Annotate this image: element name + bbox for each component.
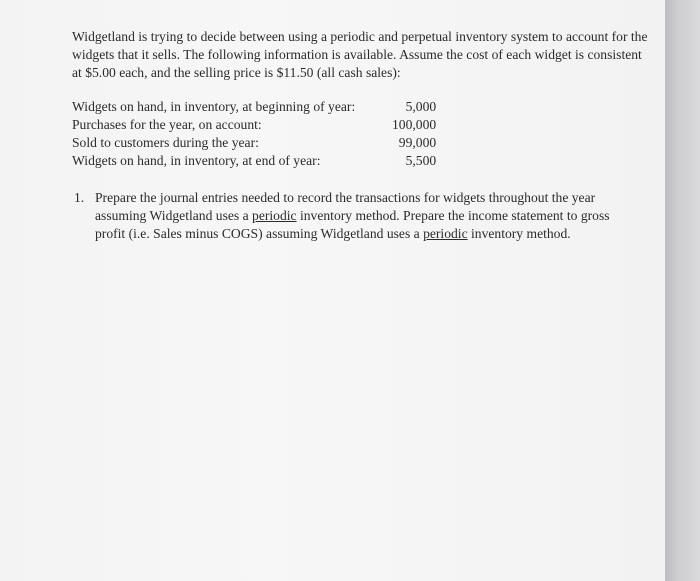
question-text-part: inventory method. Prepare the income statement to gross profit (i.e. Sales minus COGS) assuming Widgetland uses a (95, 208, 610, 241)
data-row-label: Widgets on hand, in inventory, at end of year: (72, 153, 321, 168)
data-row-value: 5,500 (405, 153, 437, 168)
underlined-term: periodic (423, 226, 468, 241)
data-row-label: Purchases for the year, on account: (72, 117, 262, 132)
data-row (72, 134, 436, 152)
question-item (74, 189, 614, 243)
data-row (72, 116, 436, 134)
question-number: 1. (74, 190, 85, 205)
data-row-value: 5,000 (405, 99, 437, 114)
data-row-label: Sold to customers during the year: (72, 135, 259, 150)
question-text-part: inventory method. (467, 226, 571, 241)
inventory-data-table (72, 98, 436, 170)
question-text (95, 189, 614, 243)
underlined-term: periodic (252, 208, 297, 223)
data-row-label: Widgets on hand, in inventory, at beginning of year: (72, 99, 356, 114)
intro-paragraph: Widgetland is trying to decide between using a periodic and perpetual inventory system to account for the widgets that it sells. The following information is available. Assume the cost of each widget is consistent at $5.00 each, and the selling price is $11.50 (all cash sales): (72, 29, 648, 80)
question-text-part: Prepare the journal entries needed to record the transactions for widgets throughout the year assuming Widgetland uses a (95, 190, 596, 223)
data-row-value: 99,000 (398, 135, 437, 150)
data-row (72, 98, 436, 116)
data-row-value: 100,000 (392, 117, 437, 132)
data-row (72, 152, 436, 170)
page-edge-shadow (665, 0, 700, 581)
